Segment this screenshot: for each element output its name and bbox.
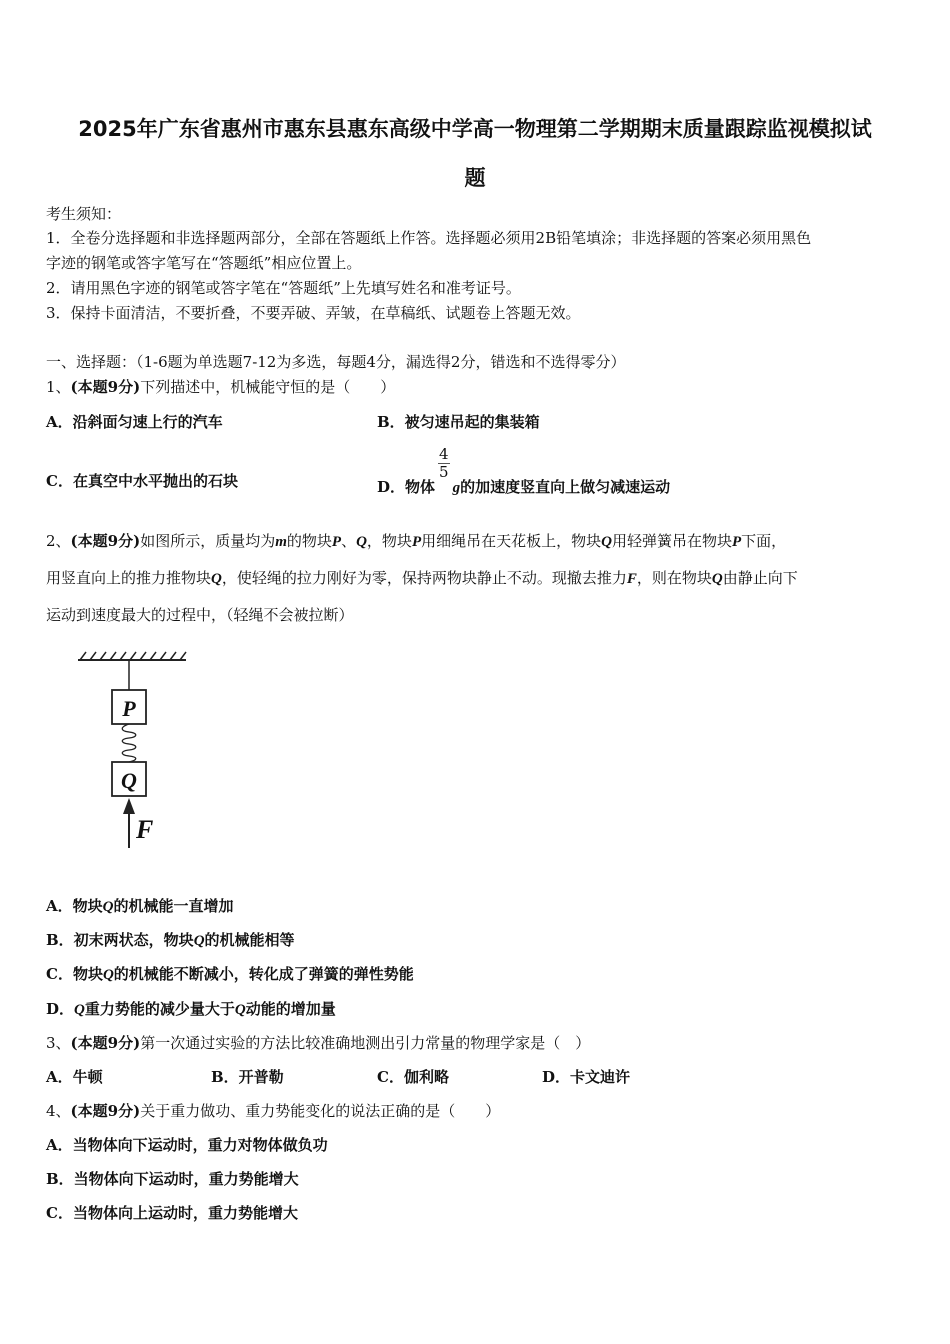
q2-option-text: A．物块 bbox=[46, 897, 103, 915]
q4-number: 4、 bbox=[46, 1102, 71, 1120]
q3-option-c: C．伽利略 bbox=[377, 1068, 449, 1086]
block-q-label: Q bbox=[121, 768, 137, 793]
symbol-q: Q bbox=[601, 534, 612, 550]
question-4-stem bbox=[46, 1100, 500, 1121]
q2-option-text: C．物块 bbox=[46, 965, 103, 983]
q2-option-text: B．初末两状态，物块 bbox=[46, 931, 194, 949]
symbol-p: P bbox=[731, 534, 742, 550]
symbol-m: m bbox=[275, 534, 287, 550]
q2-text: 如图所示，质量均为 bbox=[140, 532, 276, 550]
q3-option-d: D．卡文迪许 bbox=[542, 1068, 631, 1086]
q1-number: 1、 bbox=[46, 378, 71, 396]
q1-option-c: C．在真空中水平抛出的石块 bbox=[46, 472, 238, 490]
q2-option-text: 重力势能的减少量大于 bbox=[84, 1000, 235, 1018]
spring-blocks-figure bbox=[70, 648, 200, 853]
q1-option-d bbox=[377, 445, 671, 496]
q2-option-text: D． bbox=[46, 1000, 75, 1018]
q2-score: (本题9分) bbox=[70, 532, 141, 550]
q1-score: (本题9分) bbox=[70, 378, 141, 396]
q1-option-d-suffix: 的加速度竖直向上做匀减速运动 bbox=[460, 477, 671, 496]
q3-option-b: B．开普勒 bbox=[211, 1068, 284, 1086]
q1-option-d-prefix: D．物体 bbox=[377, 477, 436, 496]
symbol-g: g bbox=[452, 479, 461, 496]
q3-score: (本题9分) bbox=[70, 1034, 141, 1052]
ceiling-hatching bbox=[80, 652, 186, 660]
symbol-f: F bbox=[626, 571, 637, 587]
q2-option-c bbox=[46, 963, 414, 984]
q4-score: (本题9分) bbox=[70, 1102, 141, 1120]
q2-text: ，物块 bbox=[366, 532, 412, 550]
q1-option-a: A．沿斜面匀速上行的汽车 bbox=[46, 413, 223, 431]
symbol-q: Q bbox=[74, 1002, 85, 1018]
q3-stem-text: 第一次通过实验的方法比较准确地测出引力常量的物理学家是（ ） bbox=[140, 1034, 591, 1052]
question-3-stem bbox=[46, 1032, 590, 1053]
fraction-four-fifths bbox=[438, 446, 450, 481]
q2-option-b bbox=[46, 929, 295, 950]
q2-option-d bbox=[46, 998, 336, 1019]
notice-item-3: 3．保持卡面清洁，不要折叠，不要弄破、弄皱，在草稿纸、试题卷上答题无效。 bbox=[46, 304, 581, 322]
q3-number: 3、 bbox=[46, 1034, 71, 1052]
question-2-line-1 bbox=[46, 530, 786, 551]
q1-stem-text: 下列描述中，机械能守恒的是（ ） bbox=[140, 378, 396, 396]
q2-option-text: 的机械能相等 bbox=[204, 931, 295, 949]
q4-stem-text: 关于重力做功、重力势能变化的说法正确的是（ ） bbox=[140, 1102, 501, 1120]
force-label: F bbox=[136, 815, 154, 844]
symbol-q: Q bbox=[234, 1002, 246, 1018]
doc-title-line1: 2025年广东省惠州市惠东县惠东高级中学高一物理第二学期期末质量跟踪监视模拟试 bbox=[78, 117, 872, 141]
question-1-stem bbox=[46, 376, 395, 397]
q2-text: 用轻弹簧吊在物块 bbox=[611, 532, 732, 550]
q2-option-text: 的机械能一直增加 bbox=[113, 897, 234, 915]
q2-text: ，则在物块 bbox=[636, 569, 712, 587]
question-2-line-2 bbox=[46, 567, 798, 588]
q2-option-text: 的机械能不断减小，转化成了弹簧的弹性势能 bbox=[113, 965, 414, 983]
q1-option-b: B．被匀速吊起的集装箱 bbox=[377, 413, 540, 431]
fraction-denominator: 5 bbox=[439, 463, 449, 481]
q2-option-text: 动能的增加量 bbox=[245, 1000, 336, 1018]
q2-text: 、 bbox=[341, 532, 357, 550]
q2-text: 用细绳吊在天花板上，物块 bbox=[421, 532, 602, 550]
doc-title-line2: 题 bbox=[464, 166, 486, 190]
q2-option-a bbox=[46, 895, 234, 916]
q2-text: 的物块 bbox=[286, 532, 332, 550]
force-arrow-head bbox=[123, 798, 135, 814]
fraction-numerator: 4 bbox=[439, 445, 449, 463]
notice-header: 考生须知： bbox=[46, 205, 122, 223]
question-2-line-3: 运动到速度最大的过程中，（轻绳不会被拉断） bbox=[46, 606, 354, 624]
symbol-p: P bbox=[411, 534, 422, 550]
spring-coil bbox=[122, 724, 136, 762]
notice-item-1a: 1．全卷分选择题和非选择题两部分，全部在答题纸上作答。选择题必须用2B铅笔填涂；非选择题的答案必须用黑色 bbox=[46, 229, 812, 247]
symbol-q: Q bbox=[102, 967, 114, 983]
q4-option-b: B．当物体向下运动时，重力势能增大 bbox=[46, 1170, 299, 1188]
symbol-q: Q bbox=[711, 571, 723, 587]
q3-option-a: A．牛顿 bbox=[46, 1068, 103, 1086]
symbol-q: Q bbox=[211, 571, 222, 587]
q4-option-c: C．当物体向上运动时，重力势能增大 bbox=[46, 1204, 298, 1222]
q2-number: 2、 bbox=[46, 532, 71, 550]
symbol-q: Q bbox=[102, 899, 114, 915]
symbol-p: P bbox=[331, 534, 342, 550]
q4-option-a: A．当物体向下运动时，重力对物体做负功 bbox=[46, 1136, 328, 1154]
q2-text: 下面， bbox=[741, 532, 787, 550]
block-p-label: P bbox=[122, 696, 136, 721]
q2-text: 由静止向下 bbox=[722, 569, 798, 587]
notice-item-2: 2．请用黑色字迹的钢笔或答字笔在“答题纸”上先填写姓名和准考证号。 bbox=[46, 279, 521, 297]
q2-text: 用竖直向上的推力推物块 bbox=[46, 569, 212, 587]
q2-text: ，使轻绳的拉力刚好为零，保持两物块静止不动。现撤去推力 bbox=[221, 569, 627, 587]
notice-item-1b: 字迹的钢笔或答字笔写在“答题纸”相应位置上。 bbox=[46, 254, 362, 272]
symbol-q: Q bbox=[193, 933, 205, 949]
symbol-q: Q bbox=[356, 534, 367, 550]
section-heading: 一、选择题：（1-6题为单选题7-12为多选，每题4分，漏选得2分，错选和不选得零分） bbox=[46, 353, 626, 371]
